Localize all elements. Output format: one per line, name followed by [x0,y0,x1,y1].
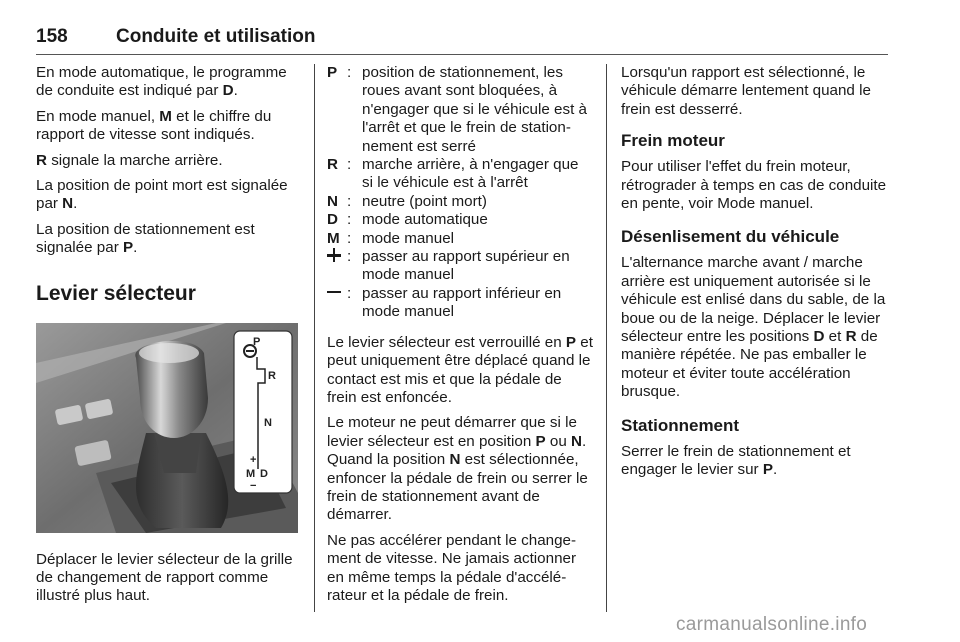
list-item: : passer au rapport supérieur en mode manuel [327,248,593,285]
paragraph-reverse: R signale la marche arrière. [36,151,223,169]
column-3 [621,64,889,487]
heading-parking: Stationnement [621,415,740,435]
page-title: Conduite et utilisation [116,26,316,47]
section-heading-selector-lever: Levier sélecteur [36,281,196,305]
paragraph-no-acceleration: Ne pas accélérer pendant le changement de vitesse. Ne jamais actionner en même temps la pédale d'accélérateur et la pédale de frein. [327,531,577,604]
minus-icon [327,285,341,299]
paragraph-neutral: La position de point mort est signalée par N. [36,177,288,213]
list-item: M : mode manuel [327,229,455,247]
gear-position-list [327,64,593,322]
paragraph-lever-locked: Le levier sélecteur est verrouillé en P et peut uniquement être déplacé quand le contact est mis et que la pédale de frein est enfoncée. [327,333,593,406]
plus-icon [327,248,341,262]
list-item: : passer au rapport inférieur en mode manuel [327,285,593,322]
paragraph-parking: Serrer le frein de stationnement et engager le levier sur P. [621,442,851,479]
column-2 [327,64,593,612]
gear-selector-photo [36,323,298,533]
column-divider-2 [606,64,607,612]
column-divider-1 [314,64,315,612]
paragraph-unstuck-vehicle: L'alternance marche avant / marche arrière est uniquement autorisée si le véhicule est enlisé dans du sable, de la boue ou de la neige. Déplacer le levier sélecteur entre les positions D et R de manière répétée. Ne pas emballer le moteur et éviter toute accélération brusque. [621,254,886,401]
gate-label-r: R [268,369,276,382]
gate-label-m: M [246,467,256,480]
paragraph-park: La position de stationnement est signalée par P. [36,220,255,257]
gate-label-plus: + [250,453,257,466]
page-number: 158 [36,26,68,47]
list-item: R : marche arrière, à n'engager que si le véhicule est à l'arrêt [327,156,579,192]
paragraph-gear-selected: Lorsqu'un rapport est sélectionné, le véhicule démarre lentement quand le frein est desserré. [621,64,871,118]
paragraph-manual-mode: En mode manuel, M et le chiffre du rapport de vitesse sont indiqués. [36,107,272,144]
paragraph-engine-brake: Pour utiliser l'effet du frein moteur, rétrograder à temps en cas de conduite en pente, voir Mode manuel. [621,158,887,213]
paragraph-auto-mode: En mode automatique, le programme de conduite est indiqué par D. [36,64,287,100]
gate-label-n: N [264,416,272,429]
paragraph-engine-start: Le moteur ne peut démarrer que si le levier sélecteur est en position P ou N. Quand la position N est sélectionnée, enfoncer la pédale de frein ou serrer le frein de stationnement avant de démarrer. [327,414,588,524]
list-item: N : neutre (point mort) [327,192,487,210]
heading-unstuck-vehicle: Désenlisement du véhicule [621,227,840,247]
page-header [36,24,888,55]
watermark: carmanualsonline.info [676,614,868,635]
gate-label-p: P [253,335,261,348]
heading-engine-brake: Frein moteur [621,131,725,151]
gate-label-d: D [260,467,268,480]
list-item: P : position de stationnement, les roues avant sont bloquées, à n'engager que si le véhicule est à l'arrêt et que le frein de stationnement est serré [327,64,587,155]
photo-caption: Déplacer le levier sélecteur de la grille de changement de rapport comme illustré plus haut. [36,550,293,605]
list-item: D : mode automatique [327,211,488,229]
column-1 [36,64,302,613]
gate-label-minus: − [250,479,257,492]
